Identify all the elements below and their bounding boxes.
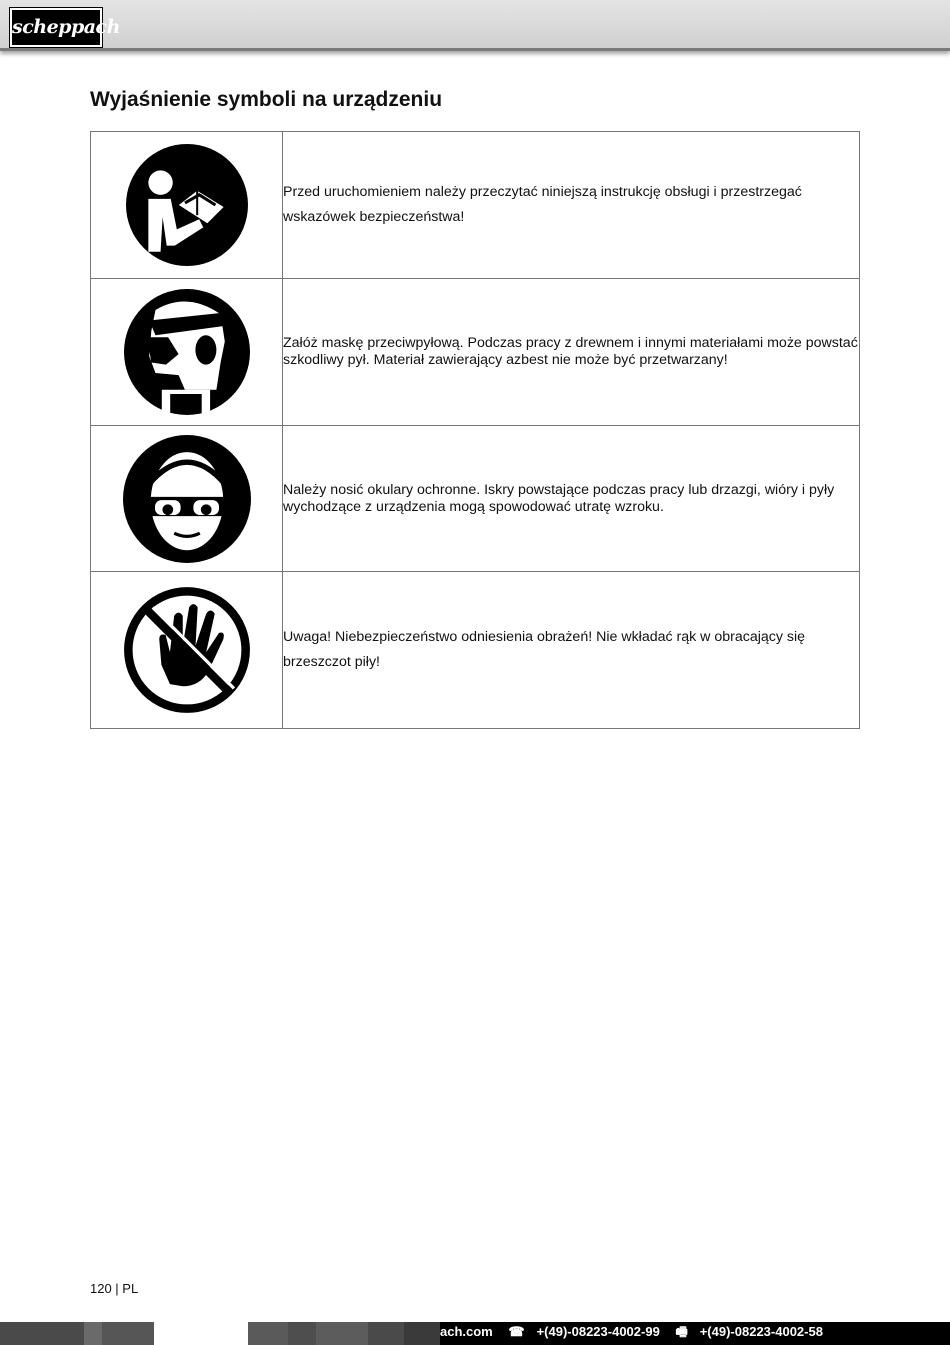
table-row (91, 132, 860, 279)
phone-number: +(49)-08223-4002-99 (536, 1324, 660, 1339)
row-text: Załóż maskę przeciwpyłową. Podczas pracy z drewnem i innymi materiałami może powstać szkodliwy pył. Materiał zawierający azbest nie może być przetwarzany! (283, 279, 860, 426)
footer-contact (440, 1322, 835, 1345)
header-bar (0, 0, 950, 51)
row-text: Należy nosić okulary ochronne. Iskry powstające podczas pracy lub drzazgi, wióry i pyły wychodzące z urządzenia mogą spowodować utratę wzroku. (283, 426, 860, 572)
scheppach-logo: scheppach (10, 8, 102, 47)
row-text: Uwaga! Niebezpieczeństwo odniesienia obrażeń! Nie wkładać rąk w obracający się brzeszczot piły! (283, 572, 860, 729)
no-hands-icon (123, 586, 251, 714)
fax-number: +(49)-08223-4002-58 (699, 1324, 823, 1339)
page-number: 120 | PL (90, 1281, 139, 1296)
dust-mask-icon (124, 289, 250, 415)
row-text: Przed uruchomieniem należy przeczytać niniejszą instrukcję obsługi i przestrzegać wskazówek bezpieczeństwa! (283, 132, 860, 279)
table-row (91, 279, 860, 426)
fax-icon: 🖷 (675, 1324, 688, 1339)
icon-cell (91, 279, 283, 426)
page-title: Wyjaśnienie symboli na urządzeniu (90, 88, 443, 111)
table-row (91, 426, 860, 572)
phone-icon: ☎ (508, 1324, 525, 1339)
symbols-table (90, 131, 860, 729)
icon-cell (91, 426, 283, 572)
table-row (91, 572, 860, 729)
read-manual-icon (126, 144, 248, 266)
icon-cell (91, 132, 283, 279)
website-link[interactable]: ach.com (440, 1324, 493, 1339)
icon-cell (91, 572, 283, 729)
safety-goggles-icon (123, 435, 251, 563)
